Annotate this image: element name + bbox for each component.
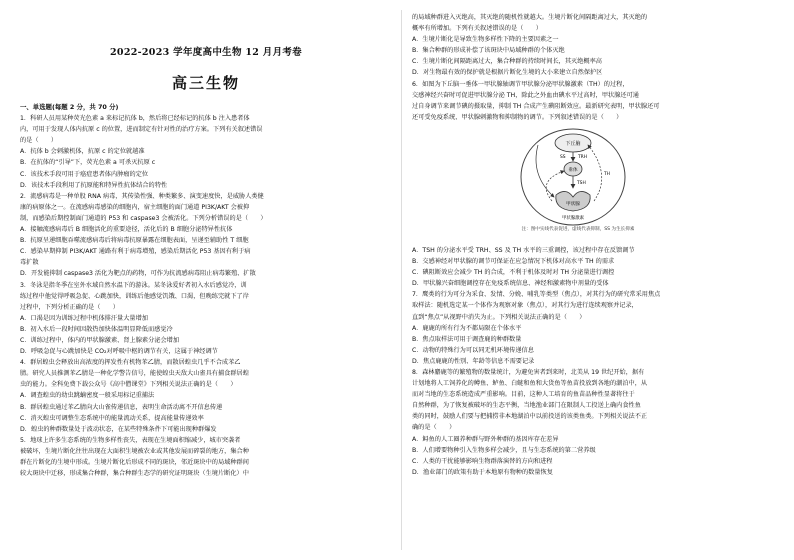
label-thyroid-hormone: 甲状腺激素 [562, 215, 584, 221]
text-line: A．生境片断化是导致生物多样性下降的主要因素之一 [412, 36, 559, 44]
text-line: 交感神经兴奋时可促进甲状腺分泌 TH，除此之外血由碘水平过高时，甲状腺还可通 [412, 91, 639, 99]
label-tsh: TSH [577, 180, 586, 186]
text-line: 腈。研究人员推测苯乙腈是一种化学警告信号，能使蝗虫天敌大山雀具有捕食群居蝗 [20, 370, 249, 378]
text-line: B．初入水后一段时间因散热加快体温明显降低而感觉冷 [20, 325, 173, 333]
text-line: D．焦点鹿鹿的性别、年龄等信息不需要记录 [412, 357, 535, 365]
text-line: 类的同时，鼓励人们要与把捕捞非本地湖泊中以前投送的该类鱼类。下列相关说法不正 [412, 413, 648, 421]
text-line: 直到“焦点”从视野中消失为止。下列相关说法正确的是（ ） [412, 313, 586, 321]
text-line: 概率有所增加。下列有关叙述错误的是（ ） [412, 25, 542, 33]
text-line: A．口渴是因为训练过程中机体排汗量大量增加 [20, 314, 148, 322]
text-line: 群在片断化的生境中形成。生境片断化后形成不同的斑块，邻近斑块中的局域种群间 [20, 459, 249, 466]
text-line: 计划地将人工饲养化的鳟鱼、鲈鱼、白鲢和鱼和大货鱼等鱼苗投放到各地的潮泊中，从 [412, 380, 648, 388]
text-line: C．人类的干扰能够影响生物群落演替的方向和进程 [412, 457, 553, 465]
text-line: 制，而感染后期控制面门通道的 P53 和 caspase3 会被活化。下列分析错误的是（ ） [20, 214, 267, 222]
label-thyroid: 甲状腺 [566, 201, 580, 207]
text-line: C．消灭蝗虫可调整生态系统中的能量流动关系，提高能量传递效率 [20, 414, 204, 422]
text-line: 康的病原体之一。在流感病毒感染的细胞内，宿主细胞的面门通道 PI3K/AKT 会被抑 [20, 203, 250, 211]
text-line: B．人们增要物种引入生物多样会减少，且与生态系统的第二营养级 [412, 446, 596, 454]
exam-title: 2022-2023 学年度高中生物 12 月月考卷 [110, 47, 302, 58]
text-line: C．感染早期抑制 PI3K/AKT 通路有利于病毒增殖，感染后期活化 P53 基因有利于病 [20, 248, 251, 256]
text-line: B．群居蝗虫通过苯乙腈向大山雀传递信息，表明生命活动离不开信息传递 [20, 403, 223, 411]
text-line: C．动物的特殊行为可以同无机环境传递信息 [412, 346, 534, 354]
diagram-svg [508, 125, 638, 243]
thyroid-regulation-diagram [508, 125, 638, 243]
text-line: 的局域种群进入灭绝高，其灭绝的随机性就越大。生境片断化间隔距离过大，其灭绝的 [412, 14, 648, 21]
text-line: 过程中，下列分析正确的是（ ） [20, 303, 119, 311]
text-line: 3．冬泳是指冬季在室外水域自然水温下的游泳。某冬泳爱好者初入水后感觉冷，训 [20, 281, 247, 289]
text-line: 自然种群，为了恢复被破坏的生态平衡，当地渔业部门在限制人工投送上确内食性鱼 [412, 402, 641, 410]
text-line: 5．地球上许多生态系统的生物多样性丧失，表现在生境面积缩减少，城市突袭者 [20, 436, 241, 444]
right-column-text-lower [412, 245, 784, 478]
text-line: 一、单选题(每题 2 分，共 70 分) [20, 103, 119, 111]
text-line: B．集合种群的形成补偿了该斑块中局域种群的个体灭绝 [412, 47, 565, 55]
text-line: 4．群居蝗虫会释放出高浓度的挥发性有机物苯乙腈，而散居蝗虫几乎不合成苯乙 [20, 359, 241, 367]
text-line: 1．科研人员用某种荧光色素 a 来标记抗体 b，然后将已经标记的抗体 b 注入患者体 [20, 115, 250, 123]
subject-title: 高三生物 [171, 74, 240, 92]
text-line: 过自身调节来调节碘的摄取量，抑制 TH 合成产生碘阻断效应。最新研究表明，甲状腺还可 [412, 102, 660, 110]
text-line: 还可受免疫系统、甲状腺刺激物和抑制物的调节。下列叙述错误的是（ ） [412, 113, 623, 121]
label-hypothalamus: 下丘脑 [565, 140, 581, 147]
label-trh: TRH [578, 154, 588, 160]
text-line: 内，可用于发现人体内抗原 c 的位置，进而制定有针对性的治疗方案。下列有关叙述错误 [20, 126, 263, 134]
text-line: C．该技术手段可用于癌症患者体内肿瘤的定位 [20, 170, 149, 178]
text-line: C．碘阻断效应会减少 TH 的合成，不利于机体及时对 TH 分泌量进行调控 [412, 269, 615, 277]
text-line: D．开发能抑制 caspase3 活化为靶点的药物，可作为抗流感病毒阻止病毒繁殖、扩散 [20, 270, 256, 278]
text-line: A．接触流感病毒后 B 细胞活化的重要途径，活化后的 B 细胞分泌特异性抗体 [20, 226, 233, 234]
left-column [20, 12, 392, 479]
text-line: 虫的能力。全科免费下载公众号《高中僧课堂》下列相关说法正确的是（ ） [20, 381, 237, 389]
text-line: 而对当地的生态系统造成严重影响。目前，这种人工培育的鱼苗品种性显著将往于 [412, 391, 635, 399]
text-line: B．在抗体的“引导”下，荧光色素 a 可杀灭抗原 c [20, 159, 156, 167]
text-line: 6．如图为下丘脑一垂体一甲状腺轴调节甲状腺分泌甲状腺激素（TH）的过程， [412, 80, 629, 88]
text-line: D．对生物最有效的保护就是根据片断化生境的大小来建立自然保护区 [412, 69, 603, 77]
text-line: A．调查蝗虫的幼虫跳蝻密度一般采用标记重捕法 [20, 392, 155, 400]
right-column-text-upper [412, 12, 784, 123]
text-line: D．该技术手段利用了抗原能和特异性抗体结合的特性 [20, 181, 168, 189]
text-line: D．呼吸急促与心跳加快是 CO₂对呼吸中枢的调节有关，这属于神经调节 [20, 348, 218, 356]
text-line: C．生境片断化间隔距离过大，集合种群的持续时间长，其灭绝概率高 [412, 58, 602, 66]
text-line: B．交感神经对甲状腺的调节可保证在应急情况下机体对高水平 TH 的需求 [412, 258, 615, 266]
text-line: D．甲状腺兴奋细胞调控存在免疫系统信息、神经和激素物中剂量的受体 [412, 280, 609, 288]
left-column-text [20, 102, 392, 479]
text-line: A．鲟鱼的人工圈养种群与野外种群的基因库存在差异 [412, 435, 559, 443]
text-line: D．蝗虫的种群数量处于波动状态，在某些特殊条件下可能出现种群爆发 [20, 425, 217, 433]
text-line: 取样法：随机选定某一个体作为观察对象（焦点），对其行为进行连续观察并记录， [412, 302, 638, 310]
label-th: TH [604, 171, 610, 177]
text-line: C．训练过程中，体内的甲状腺激素、肾上腺素分泌会增加 [20, 336, 180, 344]
text-line: D．渔业部门的政策有助于本地原有物种的数量恢复 [412, 468, 553, 476]
text-line: 确的是（ ） [412, 424, 456, 432]
figure-caption: 注：图中实线代表促进，虚线代表抑制，SS 为生长抑素 [521, 226, 635, 232]
text-line: 毒扩散 [20, 259, 39, 267]
label-pituitary: 垂体 [568, 167, 578, 173]
text-line: 2．流感病毒是一种单股 RNA 病毒，其传染性强、种类繁多、演变速度快，是威胁人类健 [20, 192, 264, 200]
text-line: A．抗体 b 会刺激机体，抗原 c 的定位就越准 [20, 148, 145, 156]
text-line: B．抗原呈递细胞吞噬流感病毒后将病毒抗原暴露在细胞表面，呈递至辅助性 T 细胞 [20, 237, 249, 245]
text-line: 练过程中他觉得呼吸急促、心跳加快，训练后他感觉饥饿、口渴，但晚练完就下了岸 [20, 292, 249, 300]
text-line: B．焦点取样法可用于调查鹿的种群数量 [412, 335, 522, 343]
text-line: A．TSH 的分泌水平受 TRH、SS 及 TH 水平的三重调控，该过程中存在反馈调节 [412, 246, 635, 254]
text-line: A．鹿鹿的所有行为不都局限在个体水平 [412, 324, 522, 332]
text-line: 被破坏，生境片断化往往出现在大面积生境被农业或其他发展而碎裂的地方，集合种 [20, 447, 249, 455]
text-line: 的是（ ） [20, 137, 58, 145]
label-ss: SS [560, 154, 566, 160]
text-line: 8．森林麝鹿等的繁殖物的数量统计，为避免害者到来时，北美从 19 世纪开始，据有 [412, 368, 645, 376]
text-line: 较大斑块中迁移，形成集合种群，集合种群生态学的研究证明斑块（生境片断化）中 [20, 470, 249, 478]
text-line: 7．鹰类的行为可分为采食、发情、分娩、哺乳等类型（焦点），对其行为的研究常采用焦点 [412, 291, 661, 299]
column-divider [401, 10, 402, 550]
right-column [412, 12, 784, 478]
